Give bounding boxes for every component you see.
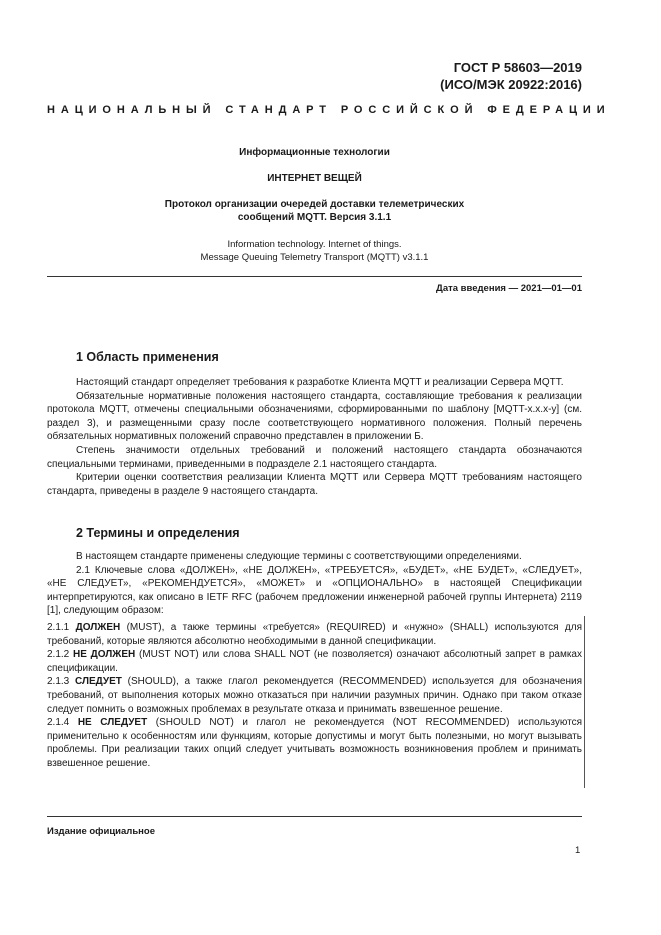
definition-number: 2.1.1 <box>47 622 70 633</box>
definition-number: 2.1.3 <box>47 676 70 688</box>
definition-text: (SHOULD), а также глагол рекомендуется (RECOMMENDED) используется для обозначения требований, от выполнения которых можно отказаться при наличии разумных причин. Однако при таком отказе следует помнить о возможных проблемах в результате отказа и принимать взвешенное решение. <box>47 676 582 715</box>
description-line-2: сообщений MQTT. Версия 3.1.1 <box>237 212 392 223</box>
definition-2-1-3 <box>47 675 582 716</box>
definitions-block <box>47 621 582 771</box>
english-title-line-1: Information technology. Internet of things. <box>227 239 402 250</box>
document-description <box>47 198 582 224</box>
section-2-heading: 2 Термины и определения <box>76 526 240 540</box>
national-standard-banner: НАЦИОНАЛЬНЫЙ СТАНДАРТ РОССИЙСКОЙ ФЕДЕРАЦИИ <box>47 104 611 116</box>
section-1-paragraph-4: Критерии оценки соответствия реализации Клиента MQTT или Сервера MQTT требованиям настоящего стандарта, приведены в разделе 9 настоящего стандарта. <box>47 472 582 497</box>
document-subtitle: Информационные технологии <box>239 147 390 158</box>
definition-2-1-1 <box>47 621 582 648</box>
section-2-paragraph-1: В настоящем стандарте применены следующие термины с соответствующими определениями. <box>76 551 522 562</box>
definition-2-1-4 <box>47 716 582 770</box>
definition-number: 2.1.2 <box>47 649 70 661</box>
effective-date: Дата введения — 2021—01—01 <box>436 283 582 294</box>
definition-number: 2.1.4 <box>47 717 70 729</box>
change-bar <box>584 616 585 788</box>
definition-term: СЛЕДУЕТ <box>75 676 122 688</box>
title-divider <box>47 276 582 277</box>
definition-term: НЕ ДОЛЖЕН <box>73 649 136 661</box>
footer-divider <box>47 816 582 817</box>
standard-number: ГОСТ Р 58603—2019 <box>453 60 582 75</box>
standard-number-block <box>440 59 582 93</box>
document-title: ИНТЕРНЕТ ВЕЩЕЙ <box>267 173 362 184</box>
section-1-paragraph-3: Степень значимости отдельных требований и положений настоящего стандарта обозначаются специальными терминами, приведенными в подразделе 2.1 настоящего стандарта. <box>47 444 582 470</box>
definition-2-1-2 <box>47 648 582 675</box>
description-line-1: Протокол организации очередей доставки телеметрических <box>164 199 465 210</box>
section-1-paragraph-1: Настоящий стандарт определяет требования к разработке Клиента MQTT и реализации Сервера MQTT. <box>76 377 564 388</box>
english-title-line-2: Message Queuing Telemetry Transport (MQTT) v3.1.1 <box>200 252 429 263</box>
page-number: 1 <box>575 845 581 856</box>
definition-text: (MUST), а также термины «требуется» (REQUIRED) и «нужно» (SHALL) используются для требований, которые являются абсолютно необходимыми в данной спецификации. <box>47 622 583 647</box>
definition-term: НЕ СЛЕДУЕТ <box>77 717 148 729</box>
standard-iso-number: (ИСО/МЭК 20922:2016) <box>440 77 582 92</box>
section-1-body <box>47 376 582 498</box>
definition-text: (SHOULD NOT) и глагол не рекомендуется (NOT RECOMMENDED) используются применительно к особенностям или функциям, которые допустимы и могут быть полезными, но могут вызывать проблемы. При реализации таких опций следует учитывать возможность возникновения проблем и принимать взвешенное решение. <box>47 717 583 769</box>
definition-text: (MUST NOT) или слова SHALL NOT (не позволяется) означают абсолютный запрет в рамках спецификации. <box>47 649 582 674</box>
section-1-paragraph-2: Обязательные нормативные положения настоящего стандарта, составляющие требования к реализации протокола MQTT, отмечены специальными обозначениями, сформированными по шаблону [MQTT-x.x.x-y] (см. раздел 3), и размещенными сразу после соответствующего нормативного положения. Полный перечень обязательных нормативных положений справочно представлен в приложении Б. <box>47 390 582 443</box>
section-1-heading: 1 Область применения <box>76 350 219 364</box>
english-title <box>47 238 582 264</box>
definition-term: ДОЛЖЕН <box>75 622 121 633</box>
section-2-paragraph-2: 2.1 Ключевые слова «ДОЛЖЕН», «НЕ ДОЛЖЕН», «ТРЕБУЕТСЯ», «БУДЕТ», «НЕ БУДЕТ», «СЛЕДУЕТ», «НЕ СЛЕДУЕТ», «РЕКОМЕНДУЕТСЯ», «МОЖЕТ» и «ОПЦИОНАЛЬНО» в настоящей Спецификации интерпретируются, как описано в IETF RFC (рабочем предложении инженерной рабочей группы Интернета) 2119 [1], следующим образом: <box>47 564 582 617</box>
section-2-intro <box>47 550 582 618</box>
official-edition-label: Издание официальное <box>47 826 155 837</box>
